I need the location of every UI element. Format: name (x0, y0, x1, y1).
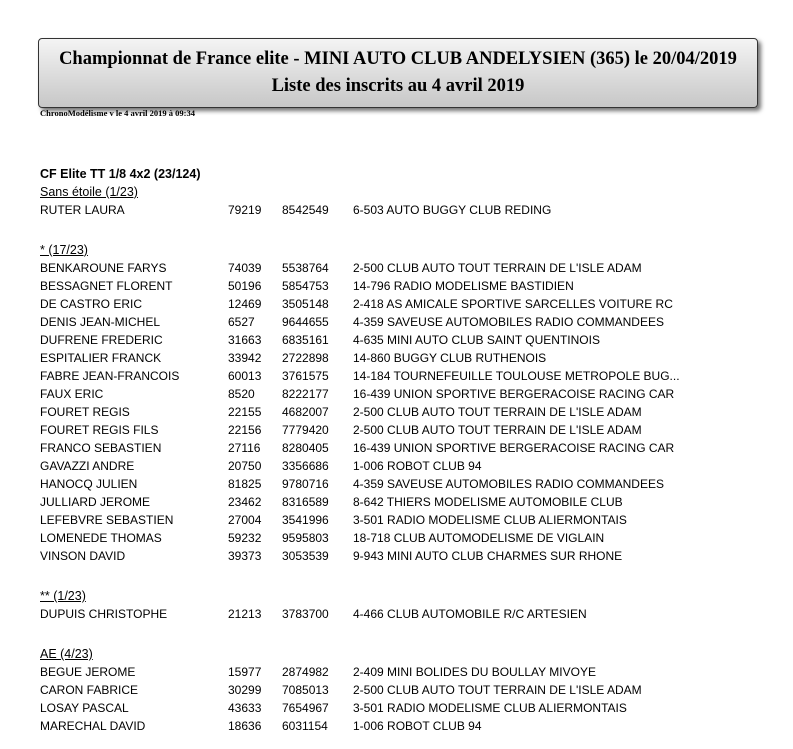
club-name: 6-503 AUTO BUGGY CLUB REDING (353, 203, 552, 217)
competitor-name: ESPITALIER FRANCK (40, 351, 162, 365)
competitor-name: FOURET REGIS (40, 405, 130, 419)
club-name: 2-418 AS AMICALE SPORTIVE SARCELLES VOITURE RC (353, 297, 673, 311)
transponder-number: 3761575 (282, 369, 329, 383)
event-title: CF Elite TT 1/8 4x2 (23/124) (40, 167, 201, 181)
competitor-name: BENKAROUNE FARYS (40, 261, 167, 275)
club-name: 16-439 UNION SPORTIVE BERGERACOISE RACING CAR (353, 387, 675, 401)
club-name: 4-635 MINI AUTO CLUB SAINT QUENTINOIS (353, 333, 600, 347)
table-row (40, 367, 770, 385)
group-spacer (40, 219, 770, 241)
document-title: Championnat de France elite - MINI AUTO CLUB ANDELYSIEN (365) le 20/04/2019 (59, 49, 737, 69)
club-name: 9-943 MINI AUTO CLUB CHARMES SUR RHONE (353, 549, 623, 563)
group-title: ** (1/23) (40, 589, 86, 603)
transponder-number: 8316589 (282, 495, 329, 509)
license-number: 60013 (228, 369, 262, 383)
group-spacer (40, 565, 770, 587)
group-title: * (17/23) (40, 243, 88, 257)
competitor-name: FRANCO SEBASTIEN (40, 441, 162, 455)
club-name: 2-500 CLUB AUTO TOUT TERRAIN DE L'ISLE ADAM (353, 423, 642, 437)
group-title: AE (4/23) (40, 647, 93, 661)
license-number: 74039 (228, 261, 262, 275)
license-number: 81825 (228, 477, 262, 491)
transponder-number: 2874982 (282, 665, 329, 679)
competitor-name: FAUX ERIC (40, 387, 104, 401)
license-number: 50196 (228, 279, 262, 293)
table-row (40, 475, 770, 493)
license-number: 79219 (228, 203, 262, 217)
license-number: 43633 (228, 701, 262, 715)
license-number: 39373 (228, 549, 262, 563)
club-name: 2-409 MINI BOLIDES DU BOULLAY MIVOYE (353, 665, 596, 679)
club-name: 16-439 UNION SPORTIVE BERGERACOISE RACING CAR (353, 441, 675, 455)
transponder-number: 6835161 (282, 333, 329, 347)
club-name: 4-359 SAVEUSE AUTOMOBILES RADIO COMMANDEES (353, 315, 664, 329)
license-number: 27004 (228, 513, 262, 527)
competitor-name: FABRE JEAN-FRANCOIS (40, 369, 180, 383)
club-name: 2-500 CLUB AUTO TOUT TERRAIN DE L'ISLE ADAM (353, 405, 642, 419)
generation-stamp: ChronoModélisme v le 4 avril 2019 à 09:34 (40, 108, 195, 118)
table-row (40, 421, 770, 439)
table-row (40, 681, 770, 699)
title-banner (38, 38, 758, 108)
transponder-number: 2722898 (282, 351, 329, 365)
table-row (40, 699, 770, 717)
competitor-name: JULLIARD JEROME (40, 495, 151, 509)
club-name: 4-466 CLUB AUTOMOBILE R/C ARTESIEN (353, 607, 587, 621)
license-number: 23462 (228, 495, 262, 509)
table-row (40, 259, 770, 277)
transponder-number: 9780716 (282, 477, 329, 491)
license-number: 22155 (228, 405, 262, 419)
competitor-name: BESSAGNET FLORENT (40, 279, 173, 293)
group-spacer (40, 623, 770, 645)
transponder-number: 7085013 (282, 683, 329, 697)
license-number: 21213 (228, 607, 262, 621)
transponder-number: 3783700 (282, 607, 329, 621)
registrant-list (40, 166, 770, 735)
competitor-name: DENIS JEAN-MICHEL (40, 315, 161, 329)
competitor-name: CARON FABRICE (40, 683, 139, 697)
competitor-name: LOSAY PASCAL (40, 701, 129, 715)
transponder-number: 3053539 (282, 549, 329, 563)
license-number: 27116 (228, 441, 261, 455)
document-subtitle: Liste des inscrits au 4 avril 2019 (271, 76, 525, 96)
table-row (40, 403, 770, 421)
club-name: 14-796 RADIO MODELISME BASTIDIEN (353, 279, 574, 293)
competitor-name: DUFRENE FREDERIC (40, 333, 163, 347)
club-name: 1-006 ROBOT CLUB 94 (353, 459, 482, 473)
competitor-name: LOMENEDE THOMAS (40, 531, 162, 545)
transponder-number: 8222177 (282, 387, 329, 401)
table-row (40, 439, 770, 457)
table-row (40, 717, 770, 735)
transponder-number: 3356686 (282, 459, 329, 473)
license-number: 18636 (228, 719, 262, 733)
transponder-number: 9644655 (282, 315, 329, 329)
license-number: 30299 (228, 683, 262, 697)
table-row (40, 349, 770, 367)
table-row (40, 457, 770, 475)
competitor-name: DE CASTRO ERIC (40, 297, 143, 311)
club-name: 8-642 THIERS MODELISME AUTOMOBILE CLUB (353, 495, 623, 509)
club-name: 3-501 RADIO MODELISME CLUB ALIERMONTAIS (353, 701, 627, 715)
table-row (40, 385, 770, 403)
table-row (40, 529, 770, 547)
table-row (40, 313, 770, 331)
competitor-name: RUTER LAURA (40, 203, 125, 217)
table-row (40, 547, 770, 565)
license-number: 15977 (228, 665, 262, 679)
competitor-name: BEGUE JEROME (40, 665, 136, 679)
competitor-name: DUPUIS CHRISTOPHE (40, 607, 168, 621)
table-row (40, 331, 770, 349)
club-name: 14-184 TOURNEFEUILLE TOULOUSE METROPOLE BUG... (353, 369, 680, 383)
transponder-number: 7779420 (282, 423, 329, 437)
club-name: 18-718 CLUB AUTOMODELISME DE VIGLAIN (353, 531, 605, 545)
competitor-name: VINSON DAVID (40, 549, 126, 563)
club-name: 14-860 BUGGY CLUB RUTHENOIS (353, 351, 547, 365)
license-number: 6527 (228, 315, 255, 329)
club-name: 2-500 CLUB AUTO TOUT TERRAIN DE L'ISLE ADAM (353, 261, 642, 275)
transponder-number: 5538764 (282, 261, 329, 275)
table-row (40, 201, 770, 219)
club-name: 1-006 ROBOT CLUB 94 (353, 719, 482, 733)
license-number: 12469 (228, 297, 262, 311)
license-number: 20750 (228, 459, 262, 473)
transponder-number: 5854753 (282, 279, 329, 293)
table-row (40, 663, 770, 681)
license-number: 22156 (228, 423, 262, 437)
transponder-number: 3505148 (282, 297, 329, 311)
competitor-name: LEFEBVRE SEBASTIEN (40, 513, 174, 527)
club-name: 2-500 CLUB AUTO TOUT TERRAIN DE L'ISLE ADAM (353, 683, 642, 697)
competitor-name: MARECHAL DAVID (40, 719, 146, 733)
club-name: 4-359 SAVEUSE AUTOMOBILES RADIO COMMANDEES (353, 477, 664, 491)
table-row (40, 295, 770, 313)
transponder-number: 3541996 (282, 513, 329, 527)
table-row (40, 493, 770, 511)
transponder-number: 9595803 (282, 531, 329, 545)
transponder-number: 8280405 (282, 441, 329, 455)
table-row (40, 605, 770, 623)
license-number: 59232 (228, 531, 262, 545)
transponder-number: 8542549 (282, 203, 329, 217)
competitor-name: HANOCQ JULIEN (40, 477, 138, 491)
group-title: Sans étoile (1/23) (40, 185, 138, 199)
license-number: 33942 (228, 351, 262, 365)
license-number: 8520 (228, 387, 255, 401)
transponder-number: 4682007 (282, 405, 329, 419)
transponder-number: 7654967 (282, 701, 329, 715)
club-name: 3-501 RADIO MODELISME CLUB ALIERMONTAIS (353, 513, 627, 527)
transponder-number: 6031154 (282, 719, 328, 733)
license-number: 31663 (228, 333, 262, 347)
competitor-name: FOURET REGIS FILS (40, 423, 159, 437)
table-row (40, 511, 770, 529)
table-row (40, 277, 770, 295)
competitor-name: GAVAZZI ANDRE (40, 459, 135, 473)
